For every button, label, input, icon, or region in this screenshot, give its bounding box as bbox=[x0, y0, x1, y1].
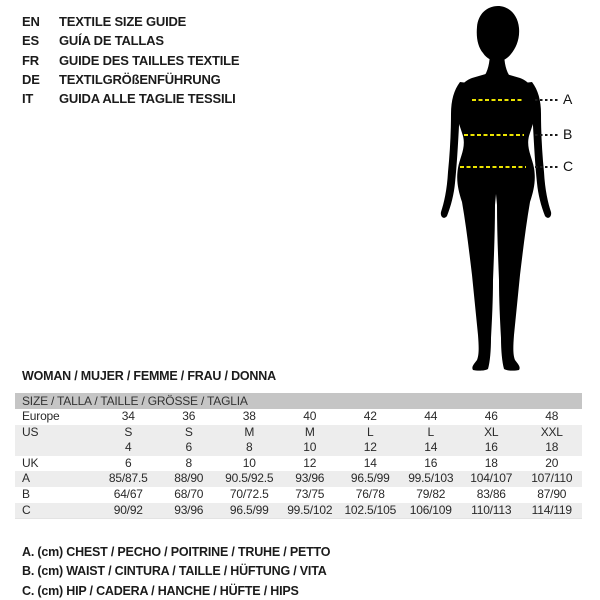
table-row bbox=[15, 503, 582, 519]
size-table-header: SIZE / TALLA / TAILLE / GRÖSSE / TAGLIA bbox=[15, 393, 582, 409]
language-title: TEXTILE SIZE GUIDE bbox=[59, 14, 187, 29]
language-row bbox=[22, 51, 239, 70]
language-row bbox=[22, 31, 239, 50]
waist-dash-line bbox=[464, 134, 524, 136]
size-cell: S bbox=[184, 424, 193, 439]
measurement-legend bbox=[22, 543, 330, 600]
woman-silhouette-figure bbox=[430, 0, 600, 375]
size-cell: L bbox=[427, 424, 434, 439]
size-cell: 18 bbox=[484, 455, 498, 470]
language-row bbox=[22, 70, 239, 89]
size-cell: S bbox=[124, 424, 133, 439]
size-cell: 110/113 bbox=[471, 502, 512, 517]
size-cell: 8 bbox=[246, 440, 253, 455]
language-title: GUIDA ALLE TAGLIE TESSILI bbox=[59, 91, 236, 107]
language-row bbox=[22, 12, 239, 31]
hip-dash-line bbox=[460, 166, 526, 168]
row-label: UK bbox=[22, 455, 39, 470]
row-label: US bbox=[22, 424, 39, 439]
size-cell: 83/86 bbox=[476, 486, 506, 501]
size-cell: 6 bbox=[125, 455, 132, 470]
size-cell: 70/72.5 bbox=[229, 486, 269, 501]
table-row bbox=[15, 456, 582, 472]
size-cell: XXL bbox=[540, 424, 563, 439]
size-cell: 73/75 bbox=[295, 486, 325, 501]
size-cell: 46 bbox=[484, 409, 498, 423]
size-cell: 68/70 bbox=[174, 486, 204, 501]
size-cell: 48 bbox=[545, 409, 559, 423]
size-cell: 14 bbox=[424, 440, 438, 455]
size-cell: 40 bbox=[303, 409, 317, 423]
language-title: TEXTILGRÖßENFÜHRUNG bbox=[59, 71, 221, 87]
size-cell: 4 bbox=[125, 440, 132, 455]
language-code: ES bbox=[22, 33, 39, 49]
chest-dash-line bbox=[472, 99, 524, 101]
table-row bbox=[15, 487, 582, 503]
chest-leader-dots bbox=[535, 99, 558, 101]
size-cell: 34 bbox=[121, 409, 135, 423]
size-cell: L bbox=[367, 424, 374, 439]
size-cell: 16 bbox=[424, 455, 438, 470]
size-cell: 102.5/105 bbox=[344, 502, 397, 517]
language-code: FR bbox=[22, 52, 39, 68]
language-code: EN bbox=[22, 14, 40, 29]
language-title: GUIDE DES TAILLES TEXTILE bbox=[59, 52, 240, 68]
size-cell: 85/87.5 bbox=[108, 471, 148, 486]
row-label: B bbox=[22, 486, 30, 501]
size-cell: 42 bbox=[363, 409, 377, 423]
table-row bbox=[15, 440, 582, 456]
size-cell: M bbox=[244, 424, 255, 439]
language-code: IT bbox=[22, 91, 34, 107]
woman-silhouette bbox=[430, 0, 600, 375]
size-cell: 93/96 bbox=[295, 471, 325, 486]
measure-label-b: B bbox=[563, 126, 573, 142]
row-label: Europe bbox=[22, 409, 60, 423]
size-cell: XL bbox=[484, 424, 499, 439]
size-cell: 20 bbox=[545, 455, 559, 470]
table-row bbox=[15, 471, 582, 487]
row-label: A bbox=[22, 471, 30, 486]
size-cell: 88/90 bbox=[174, 471, 204, 486]
row-label bbox=[15, 440, 98, 456]
size-cell: 64/67 bbox=[113, 486, 143, 501]
size-cell: 6 bbox=[185, 440, 192, 455]
size-cell: 44 bbox=[424, 409, 438, 423]
measure-label-a: A bbox=[563, 91, 573, 107]
size-cell: 10 bbox=[303, 440, 317, 455]
size-cell: 38 bbox=[242, 409, 256, 423]
row-label: C bbox=[22, 502, 31, 517]
measure-line-chest bbox=[430, 91, 600, 107]
size-cell: 14 bbox=[363, 455, 377, 470]
waist-leader-dots bbox=[535, 134, 558, 136]
legend-item: A. (cm) CHEST / PECHO / POITRINE / TRUHE / PETTO bbox=[22, 545, 331, 559]
language-title: GUÍA DE TALLAS bbox=[59, 33, 164, 49]
size-cell: 96.5/99 bbox=[350, 471, 390, 486]
size-cell: 107/110 bbox=[531, 471, 573, 486]
size-cell: 106/109 bbox=[409, 502, 452, 517]
size-cell: 90.5/92.5 bbox=[225, 471, 274, 486]
size-cell: 79/82 bbox=[416, 486, 446, 501]
size-cell: 12 bbox=[303, 455, 317, 470]
size-cell: 96.5/99 bbox=[229, 502, 269, 517]
size-cell: 10 bbox=[242, 455, 256, 470]
size-cell: 18 bbox=[545, 440, 559, 455]
size-cell: 93/96 bbox=[174, 502, 204, 517]
size-cell: 104/107 bbox=[470, 471, 513, 486]
size-cell: M bbox=[304, 424, 315, 439]
hip-leader-dots bbox=[535, 166, 558, 168]
size-cell: 36 bbox=[182, 409, 196, 423]
language-code: DE bbox=[22, 71, 40, 87]
table-row bbox=[15, 409, 582, 425]
language-list bbox=[22, 12, 239, 108]
size-cell: 90/92 bbox=[113, 502, 143, 517]
measure-label-c: C bbox=[563, 158, 574, 174]
size-cell: 99.5/102 bbox=[287, 502, 333, 517]
size-table-header-row bbox=[15, 393, 582, 409]
size-cell: 114/119 bbox=[531, 502, 572, 517]
table-row bbox=[15, 425, 582, 441]
size-cell: 76/78 bbox=[355, 486, 385, 501]
size-cell: 87/90 bbox=[537, 486, 567, 501]
language-row bbox=[22, 89, 239, 108]
size-cell: 12 bbox=[363, 440, 377, 455]
section-title: WOMAN / MUJER / FEMME / FRAU / DONNA bbox=[22, 369, 276, 383]
size-table bbox=[15, 393, 582, 519]
legend-item: C. (cm) HIP / CADERA / HANCHE / HÜFTE / HIPS bbox=[22, 583, 299, 598]
size-cell: 99.5/103 bbox=[408, 471, 454, 486]
size-cell: 8 bbox=[185, 455, 192, 470]
legend-item: B. (cm) WAIST / CINTURA / TAILLE / HÜFTUNG / VITA bbox=[22, 564, 327, 579]
measure-line-waist bbox=[430, 126, 600, 142]
size-cell: 16 bbox=[484, 440, 498, 455]
measure-line-hip bbox=[430, 158, 600, 174]
